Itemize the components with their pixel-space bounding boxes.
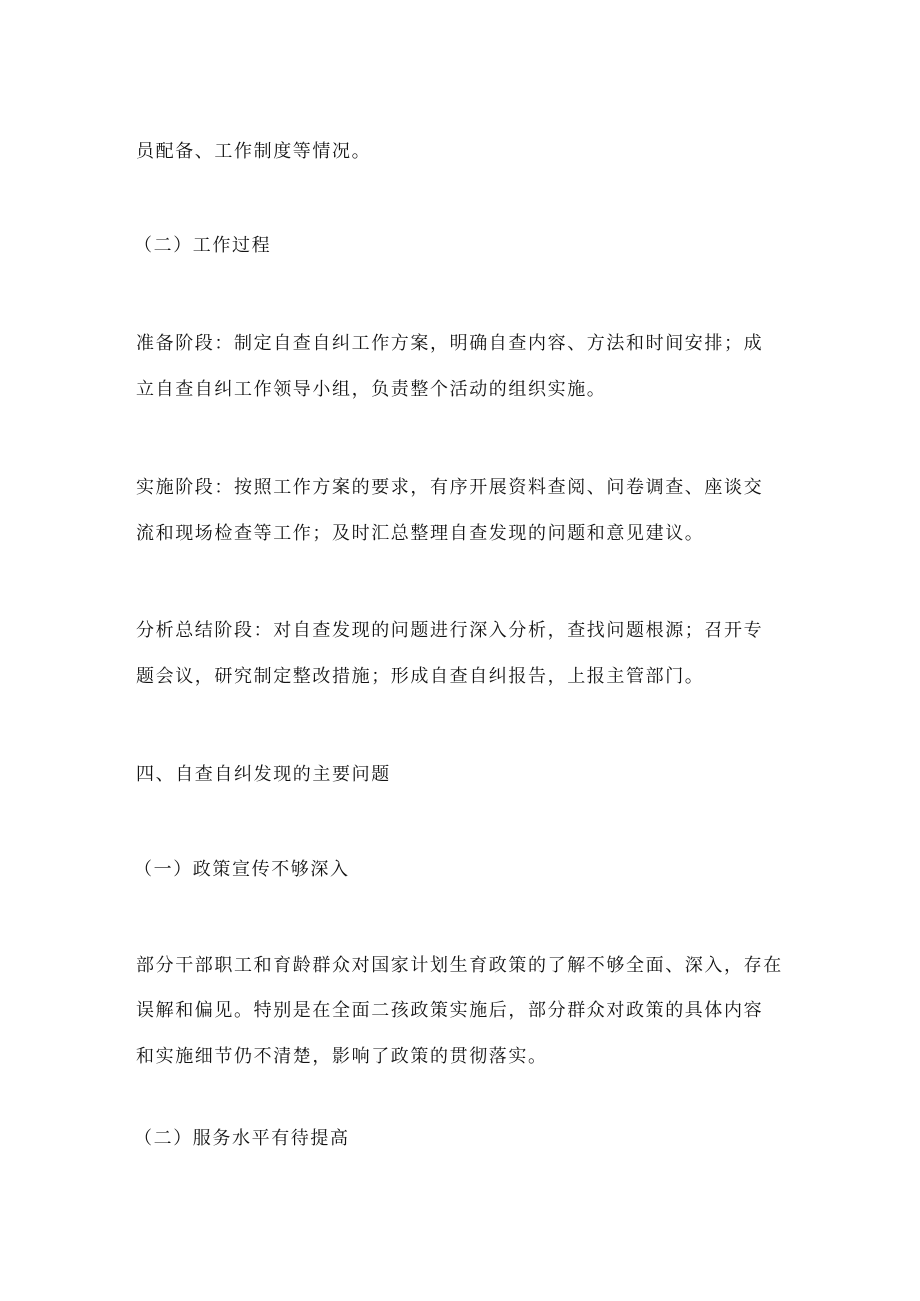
problem-heading-policy-promotion: （一）政策宣传不够深入: [134, 859, 350, 880]
analysis-stage-line-2: 题会议，研究制定整改措施；形成自查自纠报告，上报主管部门。: [136, 666, 705, 687]
problem-1-line-1: 部分干部职工和育龄群众对国家计划生育政策的了解不够全面、深入，存在: [136, 955, 783, 976]
prep-stage-line-2: 立自查自纠工作领导小组，负责整个活动的组织实施。: [136, 379, 607, 400]
problem-heading-service-level: （二）服务水平有待提高: [134, 1128, 350, 1149]
section-heading-work-process: （二）工作过程: [134, 235, 272, 256]
paragraph-continuation: 员配备、工作制度等情况。: [136, 141, 372, 162]
analysis-stage-line-1: 分析总结阶段：对自查发现的问题进行深入分析，查找问题根源；召开专: [136, 620, 764, 641]
impl-stage-line-2: 流和现场检查等工作；及时汇总整理自查发现的问题和意见建议。: [136, 523, 705, 544]
prep-stage-line-1: 准备阶段：制定自查自纠工作方案，明确自查内容、方法和时间安排；成: [136, 333, 764, 354]
chapter-heading-main-problems: 四、自查自纠发现的主要问题: [136, 764, 391, 785]
problem-1-line-3: 和实施细节仍不清楚，影响了政策的贯彻落实。: [136, 1046, 548, 1067]
problem-1-line-2: 误解和偏见。特别是在全面二孩政策实施后，部分群众对政策的具体内容: [136, 1000, 764, 1021]
impl-stage-line-1: 实施阶段：按照工作方案的要求，有序开展资料查阅、问卷调查、座谈交: [136, 477, 764, 498]
